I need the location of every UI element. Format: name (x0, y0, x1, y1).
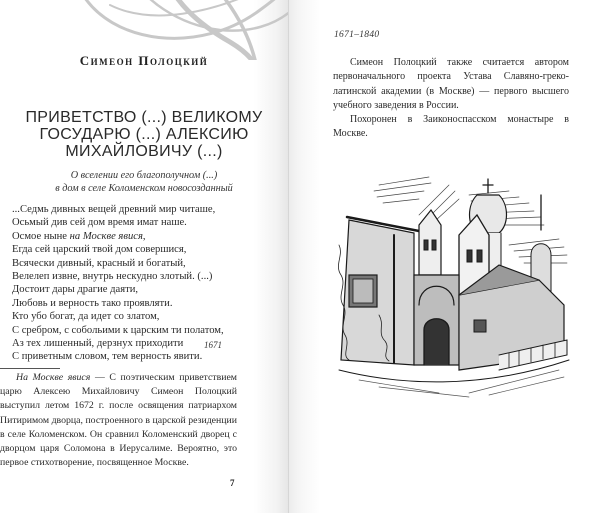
poem-line: ...Седмь дивных вещей древний мир читаше, (12, 204, 216, 215)
calligraphic-ornament-icon (70, 0, 288, 60)
title-line: ПРИВЕТСТВО (...) ВЕЛИКОМУ (25, 109, 263, 126)
footnote-term: На Москве явися (16, 372, 91, 383)
poem-line-end: , (142, 230, 146, 242)
poem-line: Аз тех лишенный, дерзнух приходити (12, 338, 184, 350)
poem-line (12, 230, 272, 243)
running-head: 1671–1840 (334, 30, 380, 40)
footnoted-phrase: на Москве явися (69, 230, 143, 242)
subtitle-line: О вселении его благополучном (...) (70, 170, 218, 181)
title-line: ГОСУДАРЮ (...) АЛЕКСИЮ (39, 126, 249, 143)
poem-subtitle (10, 170, 278, 195)
poem-line: С сребром, с собольими к царским ти полатом, (12, 324, 224, 336)
poem-text (12, 203, 272, 364)
poem-line: С приветным словом, тем верность явити. (12, 351, 203, 363)
paragraph: Похоронен в Заиконоспасском монастыре в Москве. (333, 114, 569, 140)
paragraph: Симеон Полоцкий также считается автором первоначального проекта Устава Славяно-греко-латинской академии (в Москве) — первого высшего учебного заведения в России. (333, 57, 569, 111)
body-text (333, 56, 569, 142)
poem-line: Достоит дары драгие даяти, (12, 284, 139, 296)
poem-line: Кто убо богат, да идет со златом, (12, 311, 160, 323)
footnote (0, 371, 237, 470)
monastery-illustration-icon (319, 155, 574, 405)
footnote-divider (0, 368, 60, 369)
poem-line: Егда сей царский твой дом совершися, (12, 244, 187, 256)
poem-line: Любовь и верность тако проявляти. (12, 297, 173, 309)
left-page (0, 0, 288, 513)
subtitle-line: в дом в селе Коломенском новосозданный (55, 182, 233, 194)
footnote-text: — С поэтическим приветствием царю Алексею Михайловичу Симеон Полоцкий выступил летом 1672 г. после освящения патриархом Питиримом дворца, построенного в царской резиденции в селе Коломенском. Он сравнил Коломенский дворец с дворцом царя Соломона в Иерусалиме. Вероятно, это первое стихотворение, посвященное Москве. (0, 372, 237, 469)
poem-line: Велелеп извне, внутрь нескудно злотый. (...) (12, 271, 213, 283)
title-line: МИХАЙЛОВИЧУ (...) (65, 143, 223, 160)
right-page (289, 0, 600, 513)
poem-title (10, 109, 278, 160)
author-name: Симеон Полоцкий (79, 53, 209, 68)
poem-date: 1671 (204, 340, 222, 350)
poem-line-start: Осмое ныне (12, 230, 70, 242)
poem-line: Осьмый див сей дом время имат наше. (12, 217, 187, 229)
page-number: 7 (230, 478, 235, 488)
poem-line: Всячески дивный, красный и богатый, (12, 257, 186, 269)
